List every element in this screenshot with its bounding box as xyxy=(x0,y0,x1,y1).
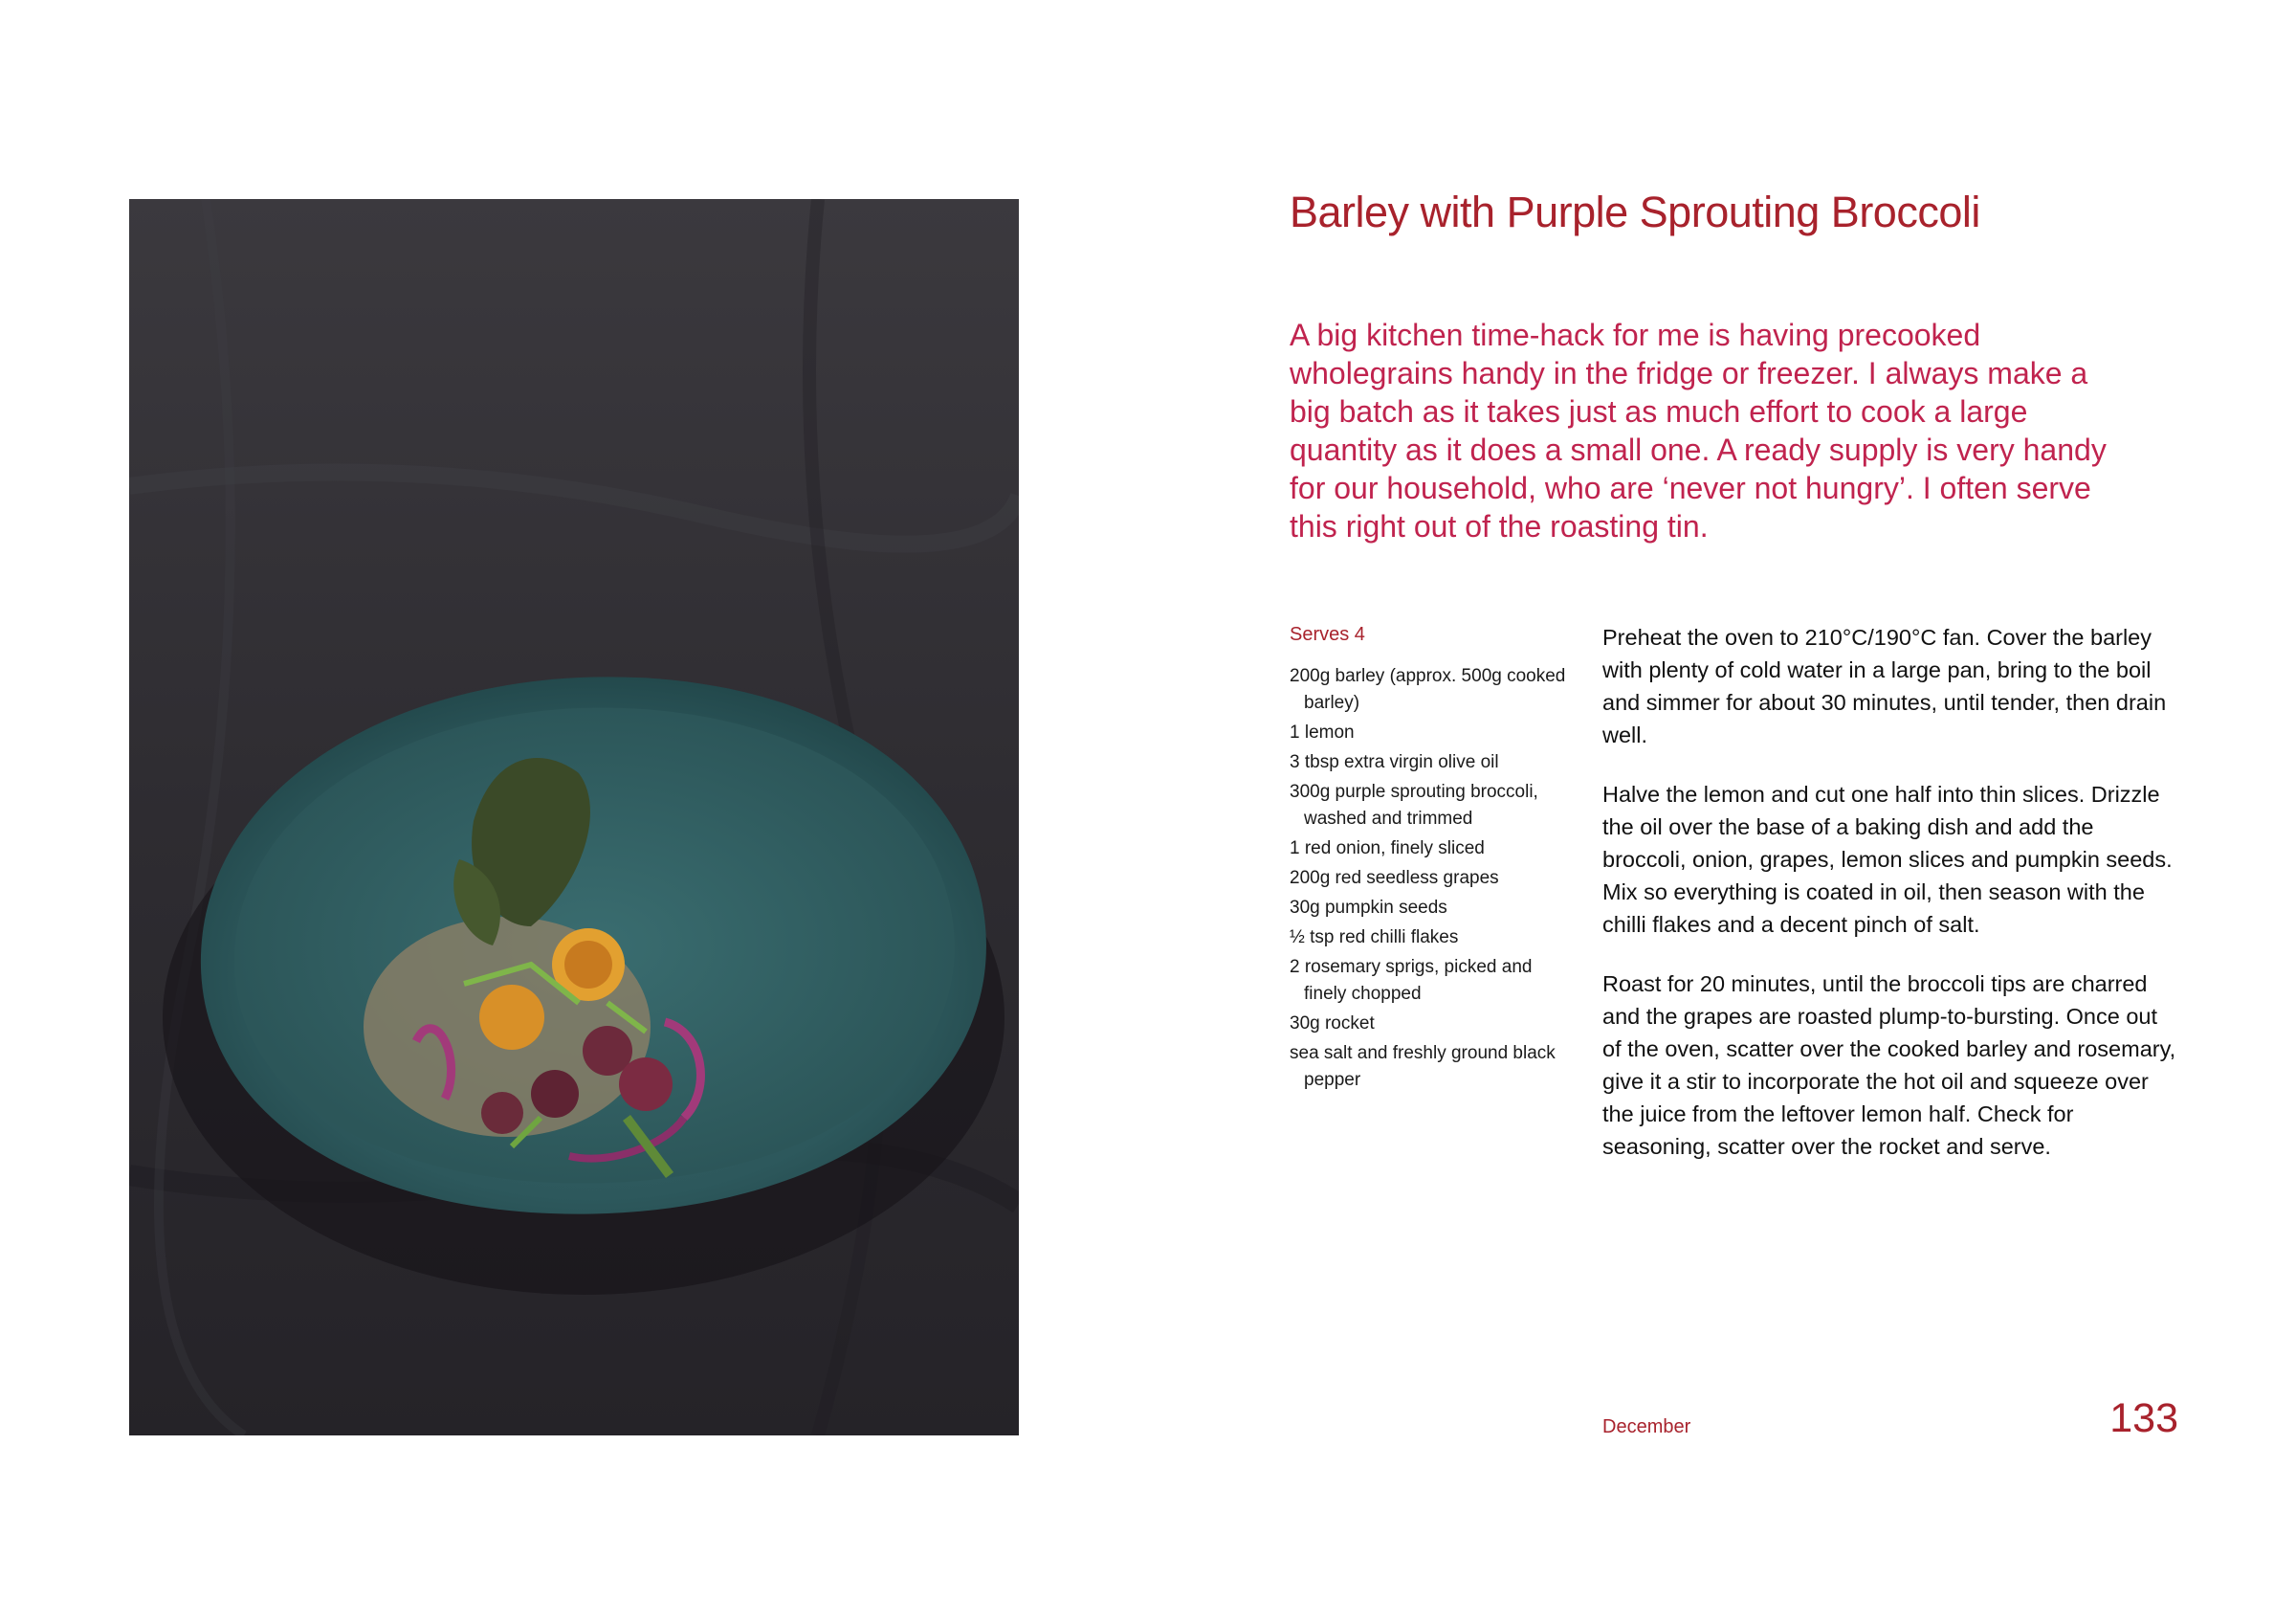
ingredient-item: 200g barley (approx. 500g cooked barley) xyxy=(1290,666,1566,713)
ingredient-item: ½ tsp red chilli flakes xyxy=(1290,927,1459,947)
recipe-photo xyxy=(129,199,1019,1435)
ingredient-item: 3 tbsp extra virgin olive oil xyxy=(1290,752,1499,772)
ingredient-item: 1 red onion, finely sliced xyxy=(1290,838,1485,858)
ingredient-item: 300g purple sprouting broccoli, washed and trimmed xyxy=(1290,782,1538,829)
ingredient-item: 1 lemon xyxy=(1290,723,1355,743)
recipe-intro: A big kitchen time-hack for me is having precooked wholegrains handy in the fridge or freezer. I always make a big batch as it takes just as much effort to cook a large quantity as it does a small one. A ready supply is very handy for our household, who are ‘never not hungry’. I often serve this right out of the roasting tin. xyxy=(1290,318,2107,544)
method-step: Preheat the oven to 210°C/190°C fan. Cover the barley with plenty of cold water in a large pan, bring to the boil and simmer for about 30 minutes, until tender, then drain well. xyxy=(1602,625,2167,747)
plate-photo-illustration xyxy=(129,199,1019,1435)
ingredient-item: 30g pumpkin seeds xyxy=(1290,898,1447,918)
page-number: 133 xyxy=(2109,1395,2178,1441)
ingredients-list xyxy=(1290,663,1567,1097)
recipe-title: Barley with Purple Sprouting Broccoli xyxy=(1290,188,1980,236)
method-step: Roast for 20 minutes, until the broccoli tips are charred and the grapes are roasted plump-to-bursting. Once out of the oven, scatter over the cooked barley and rosemary, give it a stir to incorporate the hot oil and squeeze over the juice from the leftover lemon half. Check for seasoning, scatter over the rocket and serve. xyxy=(1602,971,2176,1159)
method-step: Halve the lemon and cut one half into thin slices. Drizzle the oil over the base of a baking dish and add the broccoli, onion, grapes, lemon slices and pumpkin seeds. Mix so everything is coated in oil, then season with the chilli flakes and a decent pinch of salt. xyxy=(1602,782,2173,937)
method-section xyxy=(1602,621,2176,1189)
ingredient-item: 200g red seedless grapes xyxy=(1290,868,1499,888)
ingredient-item: 30g rocket xyxy=(1290,1013,1375,1034)
ingredient-item: 2 rosemary sprigs, picked and finely chopped xyxy=(1290,957,1533,1004)
footer-month: December xyxy=(1602,1416,1691,1437)
ingredient-item: sea salt and freshly ground black pepper xyxy=(1290,1043,1556,1090)
serves-label: Serves 4 xyxy=(1290,624,1365,645)
